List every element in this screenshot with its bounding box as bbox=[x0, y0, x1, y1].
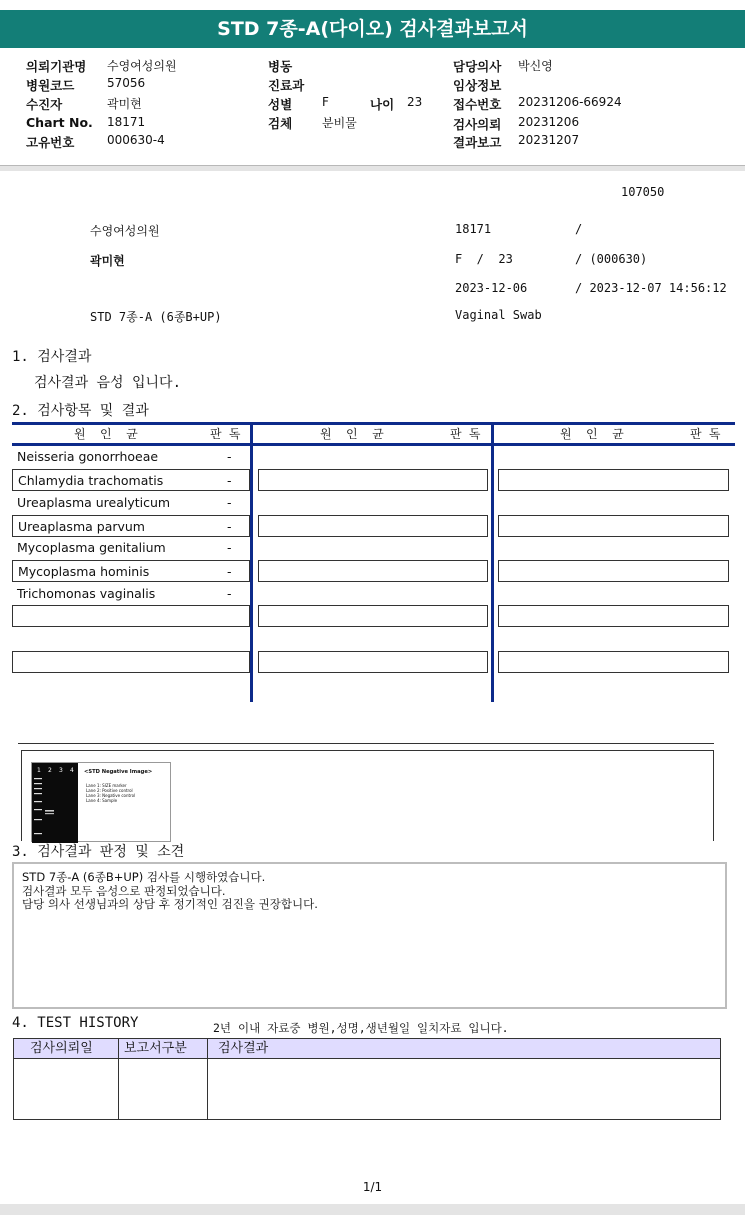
pathogen-name: Ureaplasma urealyticum bbox=[17, 495, 171, 510]
clinical-info-label: 임상정보 bbox=[453, 78, 502, 93]
table-row bbox=[498, 560, 729, 582]
pathogen-name: Ureaplasma parvum bbox=[18, 519, 145, 534]
request-date-value: 20231206 bbox=[518, 115, 580, 129]
info-sex-age: F / 23 bbox=[455, 252, 513, 266]
hospital-code-label: 병원코드 bbox=[26, 78, 75, 93]
table-row bbox=[12, 605, 250, 627]
grid-divider-1 bbox=[250, 422, 253, 702]
unique-no-value: 000630-4 bbox=[107, 133, 165, 147]
report-title: STD 7종-A(다이오) 검사결과보고서 bbox=[0, 10, 745, 48]
pathogen-name: Trichomonas vaginalis bbox=[17, 586, 156, 601]
gel-image bbox=[31, 762, 171, 842]
history-table bbox=[13, 1038, 721, 1120]
specimen-label: 검체 bbox=[268, 116, 293, 131]
section1-result-text: 검사결과 음성 입니다. bbox=[34, 375, 182, 391]
table-row bbox=[258, 515, 488, 537]
col-head-pathogen-2: 원 인 균 bbox=[320, 427, 384, 441]
opinion-line: STD 7종-A (6종B+UP) 검사를 시행하였습니다. bbox=[22, 870, 266, 884]
gel-caption-title: <STD Negative Image> bbox=[84, 769, 153, 775]
col-head-pathogen-3: 원 인 균 bbox=[560, 427, 624, 441]
chart-no-label: Chart No. bbox=[26, 115, 93, 130]
history-col-report-type: 보고서구분 bbox=[124, 1041, 187, 1056]
report-date-value: 20231207 bbox=[518, 133, 580, 147]
receipt-no-label: 접수번호 bbox=[453, 97, 502, 112]
history-col-divider bbox=[207, 1039, 208, 1119]
report-date-label: 결과보고 bbox=[453, 135, 502, 150]
gel-image-graphic bbox=[32, 763, 172, 843]
opinion-line: 담당 의사 선생님과의 상담 후 정기적인 검진을 권장합니다. bbox=[22, 897, 318, 911]
opinion-box bbox=[12, 862, 727, 1009]
pathogen-result: - bbox=[227, 449, 232, 464]
section4-title: 4. TEST HISTORY bbox=[12, 1015, 139, 1031]
info-chart-suffix: / bbox=[575, 222, 583, 236]
table-row bbox=[258, 469, 488, 491]
test-code: 107050 bbox=[621, 185, 665, 199]
doctor-label: 담당의사 bbox=[453, 59, 502, 74]
table-row bbox=[12, 446, 250, 468]
lane-number: 3 bbox=[59, 767, 63, 774]
col-head-result-2: 판 독 bbox=[450, 427, 481, 441]
divider-band bbox=[0, 166, 745, 171]
table-row bbox=[498, 651, 729, 673]
sex-label: 성별 bbox=[268, 97, 293, 112]
doctor-value: 박신영 bbox=[518, 59, 553, 73]
department-label: 진료과 bbox=[268, 78, 305, 93]
specimen-value: 분비물 bbox=[322, 116, 357, 130]
hospital-label: 의뢰기관명 bbox=[26, 59, 87, 74]
history-note: 2년 이내 자료중 병원,성명,생년월일 일치자료 입니다. bbox=[213, 1021, 509, 1035]
pathogen-name: Mycoplasma genitalium bbox=[17, 540, 166, 555]
pathogen-result: - bbox=[227, 564, 232, 579]
gel-legend-item: Lane 2: Positive control bbox=[86, 788, 133, 793]
section1-title: 1. 검사결과 bbox=[12, 349, 92, 365]
request-date-label: 검사의뢰 bbox=[453, 117, 502, 132]
table-row bbox=[12, 583, 250, 605]
lane-number: 2 bbox=[48, 767, 52, 774]
table-row bbox=[498, 605, 729, 627]
gel-legend-item: Lane 1: SIZE marker bbox=[86, 783, 127, 788]
pathogen-name: Neisseria gonorrhoeae bbox=[17, 449, 159, 464]
info-hospital: 수영여성의원 bbox=[90, 224, 160, 238]
info-chart: 18171 bbox=[455, 222, 492, 236]
table-row bbox=[12, 651, 250, 673]
history-col-request-date: 검사의뢰일 bbox=[30, 1041, 93, 1056]
history-col-divider bbox=[118, 1039, 119, 1119]
pathogen-result: - bbox=[227, 586, 232, 601]
table-row bbox=[12, 492, 250, 514]
table-row bbox=[12, 560, 250, 582]
info-report-datetime: / 2023-12-07 14:56:12 bbox=[575, 281, 727, 295]
lane-number: 1 bbox=[37, 767, 41, 774]
pathogen-result: - bbox=[227, 519, 232, 534]
pathogen-result: - bbox=[227, 540, 232, 555]
chart-no-value: 18171 bbox=[107, 115, 146, 129]
section2-title: 2. 검사항목 및 결과 bbox=[12, 403, 149, 419]
table-row bbox=[258, 560, 488, 582]
table-row bbox=[12, 537, 250, 559]
receipt-no-value: 20231206-66924 bbox=[518, 95, 622, 109]
unique-no-label: 고유번호 bbox=[26, 135, 75, 150]
sex-value: F bbox=[322, 95, 329, 109]
hospital-code-value: 57056 bbox=[107, 76, 146, 90]
history-header bbox=[14, 1039, 720, 1059]
table-row bbox=[258, 651, 488, 673]
table-row bbox=[498, 469, 729, 491]
opinion-line: 검사결과 모두 음성으로 판정되었습니다. bbox=[22, 883, 226, 898]
grid-divider-2 bbox=[491, 422, 494, 702]
gel-image-area bbox=[18, 743, 714, 840]
info-request-date: 2023-12-06 bbox=[455, 281, 528, 295]
table-row bbox=[498, 515, 729, 537]
pathogen-name: Mycoplasma hominis bbox=[18, 564, 150, 579]
header-info bbox=[0, 52, 745, 166]
pathogen-result: - bbox=[227, 495, 232, 510]
ward-label: 병동 bbox=[268, 59, 293, 74]
lane-number: 4 bbox=[70, 767, 74, 774]
age-label: 나이 bbox=[370, 97, 395, 112]
info-unique: / (000630) bbox=[575, 252, 648, 266]
gel-legend-item: Lane 3: Negative control bbox=[86, 793, 136, 798]
gel-legend-item: Lane 4: Sample bbox=[86, 798, 118, 803]
info-specimen: Vaginal Swab bbox=[455, 308, 542, 322]
gel-image-frame bbox=[21, 750, 714, 841]
info-patient: 곽미현 bbox=[90, 254, 125, 268]
table-row bbox=[12, 515, 250, 537]
bottom-band bbox=[0, 1204, 745, 1215]
hospital-value: 수영여성의원 bbox=[107, 59, 177, 73]
page-number: 1/1 bbox=[362, 1180, 383, 1194]
pathogen-result: - bbox=[227, 473, 232, 488]
patient-label: 수진자 bbox=[26, 97, 63, 112]
history-col-result: 검사결과 bbox=[218, 1041, 269, 1056]
patient-value: 곽미현 bbox=[107, 97, 142, 111]
section3-title: 3. 검사결과 판정 및 소견 bbox=[12, 844, 185, 860]
col-head-result-1: 판 독 bbox=[210, 427, 241, 441]
col-head-pathogen-1: 원 인 균 bbox=[74, 427, 138, 441]
table-row bbox=[258, 605, 488, 627]
col-head-result-3: 판 독 bbox=[690, 427, 721, 441]
pathogen-name: Chlamydia trachomatis bbox=[18, 473, 164, 488]
age-value: 23 bbox=[407, 95, 423, 109]
info-test-name: STD 7종-A (6종B+UP) bbox=[90, 310, 222, 324]
result-grid bbox=[12, 422, 735, 702]
table-row bbox=[12, 469, 250, 491]
